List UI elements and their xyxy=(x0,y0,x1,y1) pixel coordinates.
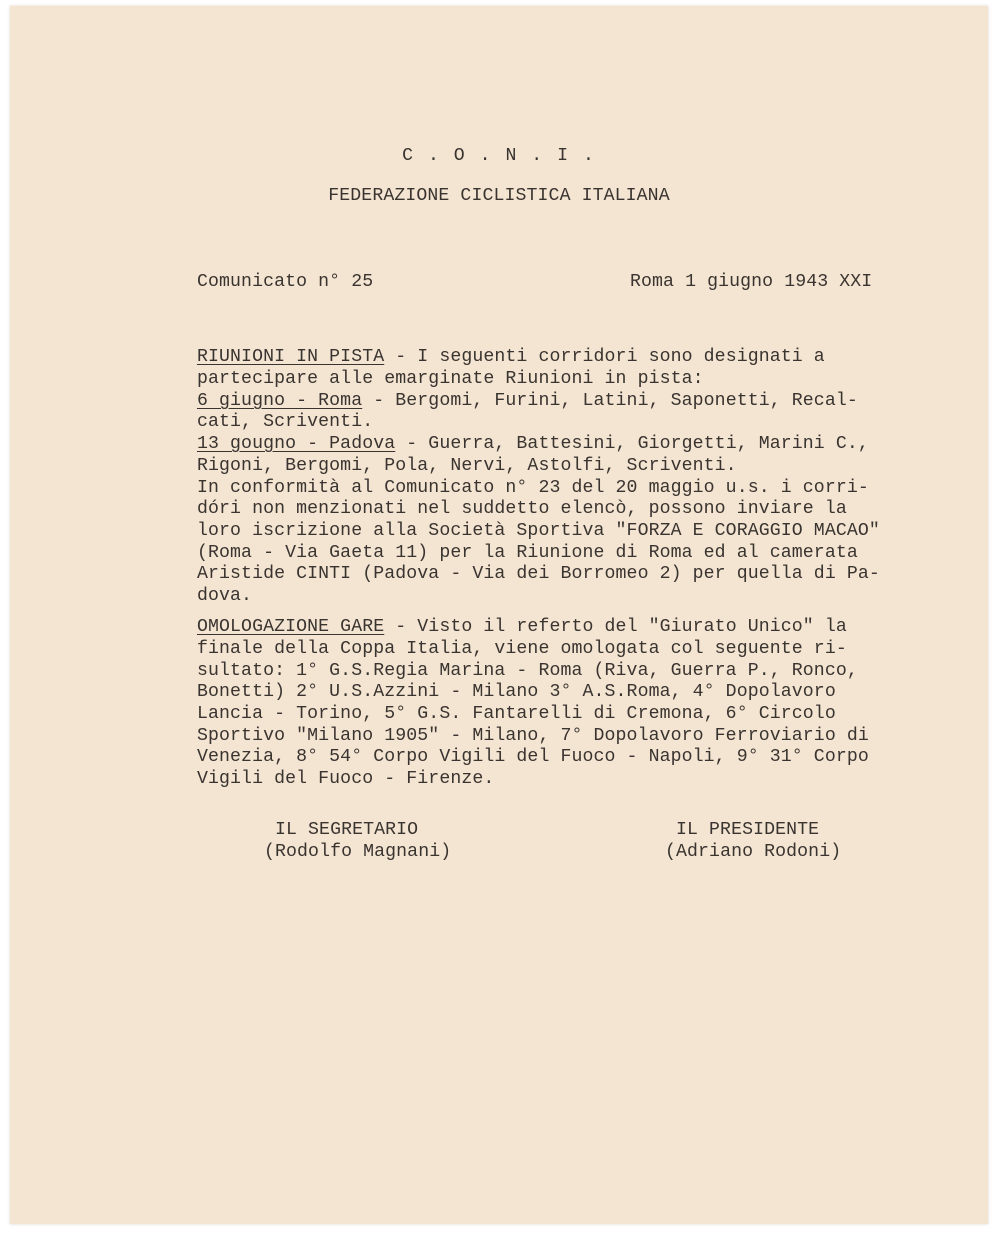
text-line: partecipare alle emarginate Riunioni in pista: xyxy=(197,369,704,389)
text-line: - I seguenti corridori sono designati a xyxy=(384,347,825,367)
document-page xyxy=(10,6,988,1224)
communique-number: Comunicato n° 25 xyxy=(197,272,374,292)
president-title: IL PRESIDENTE xyxy=(676,820,820,840)
text-line: - Visto il referto del "Giurato Unico" la xyxy=(384,617,847,637)
text-line: sultato: 1° G.S.Regia Marina - Roma (Riva, Guerra P., Ronco, xyxy=(197,661,858,681)
secretary-name: (Rodolfo Magnani) xyxy=(264,842,452,862)
text-line: finale della Coppa Italia, viene omologata col seguente ri- xyxy=(197,639,847,659)
meeting-label: 6 giugno - Roma xyxy=(197,391,363,411)
text-line: dóri non menzionati nel suddetto elencò, possono inviare la xyxy=(197,499,847,519)
communique-date: Roma 1 giugno 1943 XXI xyxy=(630,272,873,292)
text-line: In conformità al Comunicato n° 23 del 20 maggio u.s. i corri- xyxy=(197,478,869,498)
text-line: Bonetti) 2° U.S.Azzini - Milano 3° A.S.Roma, 4° Dopolavoro xyxy=(197,682,836,702)
secretary-title: IL SEGRETARIO xyxy=(275,820,419,840)
text-line: loro iscrizione alla Società Sportiva "FORZA E CORAGGIO MACAO" xyxy=(197,521,880,541)
text-line: - Bergomi, Furini, Latini, Saponetti, Recal- xyxy=(362,391,858,411)
section-heading: RIUNIONI IN PISTA xyxy=(197,347,385,367)
section-heading: OMOLOGAZIONE GARE xyxy=(197,617,385,637)
text-line: Rigoni, Bergomi, Pola, Nervi, Astolfi, Scriventi. xyxy=(197,456,737,476)
president-name: (Adriano Rodoni) xyxy=(665,842,842,862)
text-line: Lancia - Torino, 5° G.S. Fantarelli di Cremona, 6° Circolo xyxy=(197,704,836,724)
text-line: cati, Scriventi. xyxy=(197,412,374,432)
federation-title: FEDERAZIONE CICLISTICA ITALIANA xyxy=(328,186,670,206)
text-line: (Roma - Via Gaeta 11) per la Riunione di Roma ed al camerata xyxy=(197,543,858,563)
text-line: Vigili del Fuoco - Firenze. xyxy=(197,769,495,789)
meeting-label: 13 gougno - Padova xyxy=(197,434,396,454)
org-title: C . O . N . I . xyxy=(402,146,596,166)
text-line: - Guerra, Battesini, Giorgetti, Marini C., xyxy=(395,434,869,454)
text-line: Venezia, 8° 54° Corpo Vigili del Fuoco - Napoli, 9° 31° Corpo xyxy=(197,747,869,767)
text-line: dova. xyxy=(197,586,253,606)
text-line: Sportivo "Milano 1905" - Milano, 7° Dopolavoro Ferroviario di xyxy=(197,726,869,746)
text-line: Aristide CINTI (Padova - Via dei Borromeo 2) per quella di Pa- xyxy=(197,564,880,584)
